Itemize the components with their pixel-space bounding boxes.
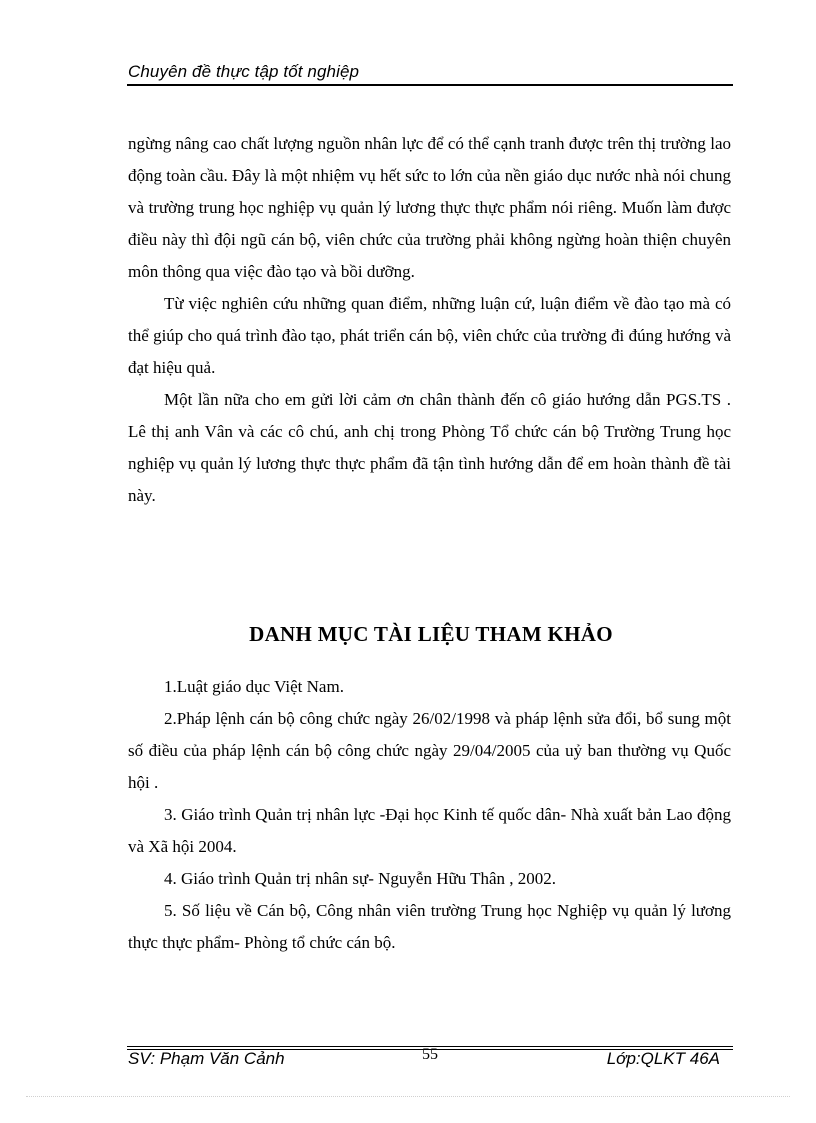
reference-item: 5. Số liệu về Cán bộ, Công nhân viên trường Trung học Nghiệp vụ quản lý lương thực thực phẩm- Phòng tổ chức cán bộ. [128, 901, 731, 952]
page-number: 55 [422, 1046, 438, 1063]
body-paragraph: Một lần nữa cho em gửi lời cảm ơn chân thành đến cô giáo hướng dẫn PGS.TS . Lê thị anh Vân và các cô chú, anh chị trong Phòng Tổ chức cán bộ Trường Trung học nghiệp vụ quản lý lương thực thực phẩm đã tận tình hướng dẫn để em hoàn thành đề tài này. [128, 390, 731, 505]
header-title: Chuyên đề thực tập tốt nghiệp [128, 62, 360, 81]
reference-item: 1.Luật giáo dục Việt Nam. [164, 677, 344, 696]
references-heading: DANH MỤC TÀI LIỆU THAM KHẢO [249, 622, 613, 646]
body-paragraph: Từ việc nghiên cứu những quan điểm, những luận cứ, luận điểm về đào tạo mà có thể giúp cho quá trình đào tạo, phát triển cán bộ, viên chức của trường đi đúng hướng và đạt hiệu quả. [128, 294, 731, 377]
body-paragraph: ngừng nâng cao chất lượng nguồn nhân lực để có thể cạnh tranh được trên thị trường lao động toàn cầu. Đây là một nhiệm vụ hết sức to lớn của nền giáo dục nước nhà nói chung và trường trung học nghiệp vụ quản lý lương thực thực phẩm nói riêng. Muốn làm được điều này thì đội ngũ cán bộ, viên chức của trường phải không ngừng hoàn thiện chuyên môn thông qua việc đào tạo và bồi dưỡng. [128, 134, 731, 281]
body-text [128, 128, 731, 512]
reference-item: 2.Pháp lệnh cán bộ công chức ngày 26/02/1998 và pháp lệnh sửa đổi, bổ sung một số điều của pháp lệnh cán bộ công chức ngày 29/04/2005 của uỷ ban thường vụ Quốc hội . [128, 709, 731, 792]
footer-student: SV: Phạm Văn Cảnh [128, 1049, 285, 1068]
reference-item: 4. Giáo trình Quản trị nhân sự- Nguyễn Hữu Thân , 2002. [164, 869, 557, 888]
header-rule [127, 84, 733, 86]
page-edge [26, 1096, 790, 1097]
footer-class: Lớp:QLKT 46A [606, 1049, 720, 1068]
reference-item: 3. Giáo trình Quản trị nhân lực -Đại học Kinh tế quốc dân- Nhà xuất bản Lao động và Xã hội 2004. [128, 805, 731, 856]
references-list [128, 671, 731, 959]
